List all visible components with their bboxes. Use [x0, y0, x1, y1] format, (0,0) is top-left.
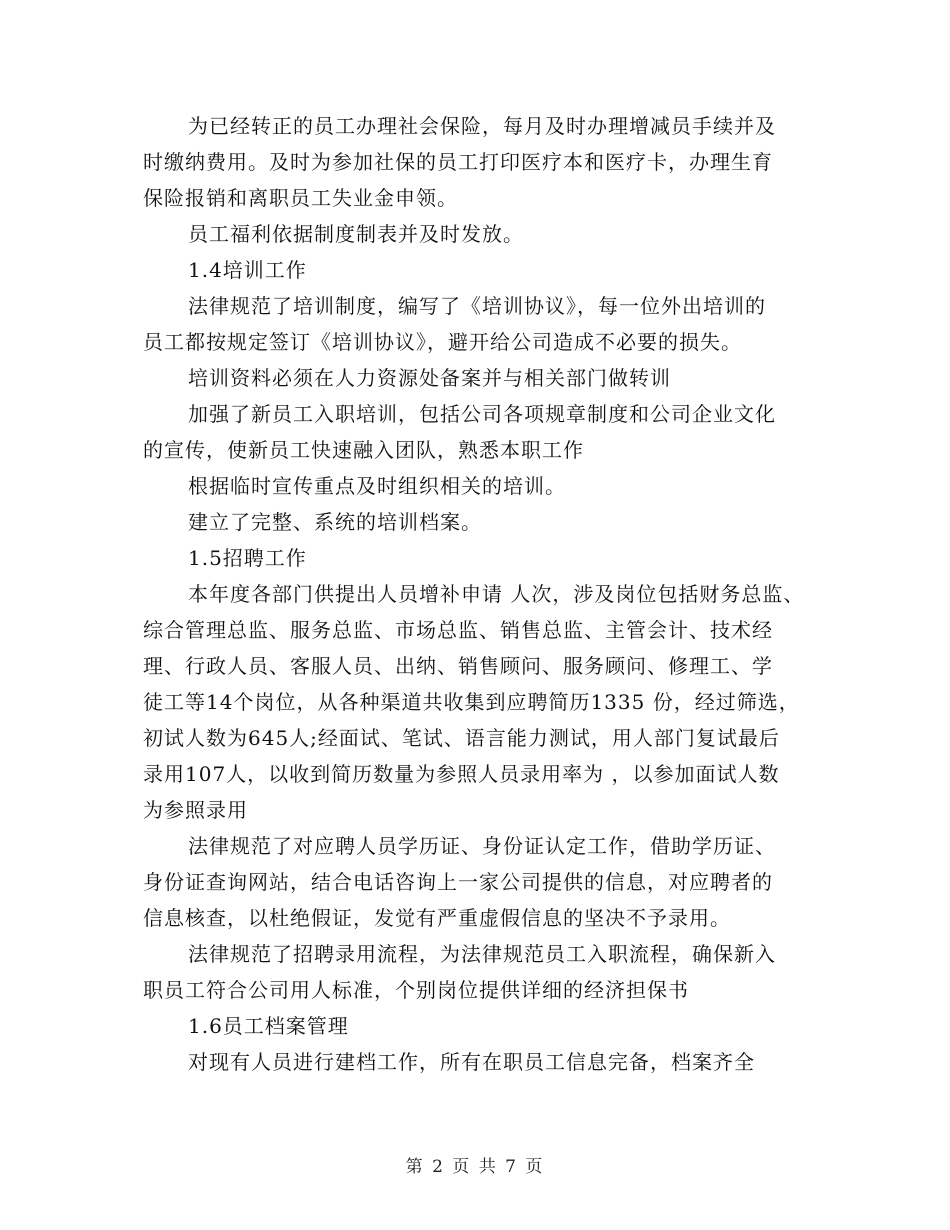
- text-line: 职员工符合公司用人标准，个别岗位提供详细的经济担保书: [143, 978, 689, 1002]
- text-line: 培训资料必须在人力资源处备案并与相关部门做转训: [188, 366, 671, 390]
- text-line: 徒工等14个岗位，从各种渠道共收集到应聘简历1335 份，经过筛选，: [143, 690, 800, 714]
- text-line: 根据临时宣传重点及时组织相关的培训。: [188, 474, 566, 498]
- text-line: 录用107人，以收到简历数量为参照人员录用率为 ，以参加面试人数: [143, 762, 780, 786]
- text-line: 为参照录用: [143, 798, 248, 822]
- text-line: 员工福利依据制度制表并及时发放。: [188, 222, 524, 246]
- document-body: [143, 108, 823, 1080]
- text-line: 信息核查，以杜绝假证，发觉有严重虚假信息的坚决不予录用。: [143, 906, 731, 930]
- text-line: 身份证查询网站，结合电话咨询上一家公司提供的信息，对应聘者的: [143, 870, 773, 894]
- text-line: 1.6员工档案管理: [188, 1014, 349, 1038]
- text-line: 1.5招聘工作: [188, 546, 307, 570]
- text-line: 综合管理总监、服务总监、市场总监、销售总监、主管会计、技术经: [143, 618, 773, 642]
- text-line: 法律规范了培训制度，编写了《培训协议》，每一位外出培训的: [188, 294, 766, 318]
- text-line: 员工都按规定签订《培训协议》，避开给公司造成不必要的损失。: [143, 330, 742, 354]
- text-line: 建立了完整、系统的培训档案。: [188, 510, 482, 534]
- text-line: 时缴纳费用。及时为参加社保的员工打印医疗本和医疗卡，办理生育: [143, 150, 773, 174]
- text-line: 为已经转正的员工办理社会保险，每月及时办理增减员手续并及: [188, 114, 776, 138]
- text-line: 本年度各部门供提出人员增补申请 人次，涉及岗位包括财务总监、: [188, 582, 805, 606]
- text-line: 1.4培训工作: [188, 258, 307, 282]
- text-line: 的宣传，使新员工快速融入团队，熟悉本职工作: [143, 438, 584, 462]
- text-line: 初试人数为645人;经面试、笔试、语言能力测试，用人部门复试最后: [143, 726, 780, 750]
- text-line: 保险报销和离职员工失业金申领。: [143, 186, 458, 210]
- text-line: 对现有人员进行建档工作，所有在职员工信息完备，档案齐全: [188, 1050, 755, 1074]
- text-line: 法律规范了招聘录用流程，为法律规范员工入职流程，确保新入: [188, 942, 776, 966]
- text-line: 理、行政人员、客服人员、出纳、销售顾问、服务顾问、修理工、学: [143, 654, 773, 678]
- page-footer: 第 2 页 共 7 页: [405, 1157, 545, 1177]
- text-line: 法律规范了对应聘人员学历证、身份证认定工作，借助学历证、: [188, 834, 776, 858]
- text-line: 加强了新员工入职培训，包括公司各项规章制度和公司企业文化: [188, 402, 776, 426]
